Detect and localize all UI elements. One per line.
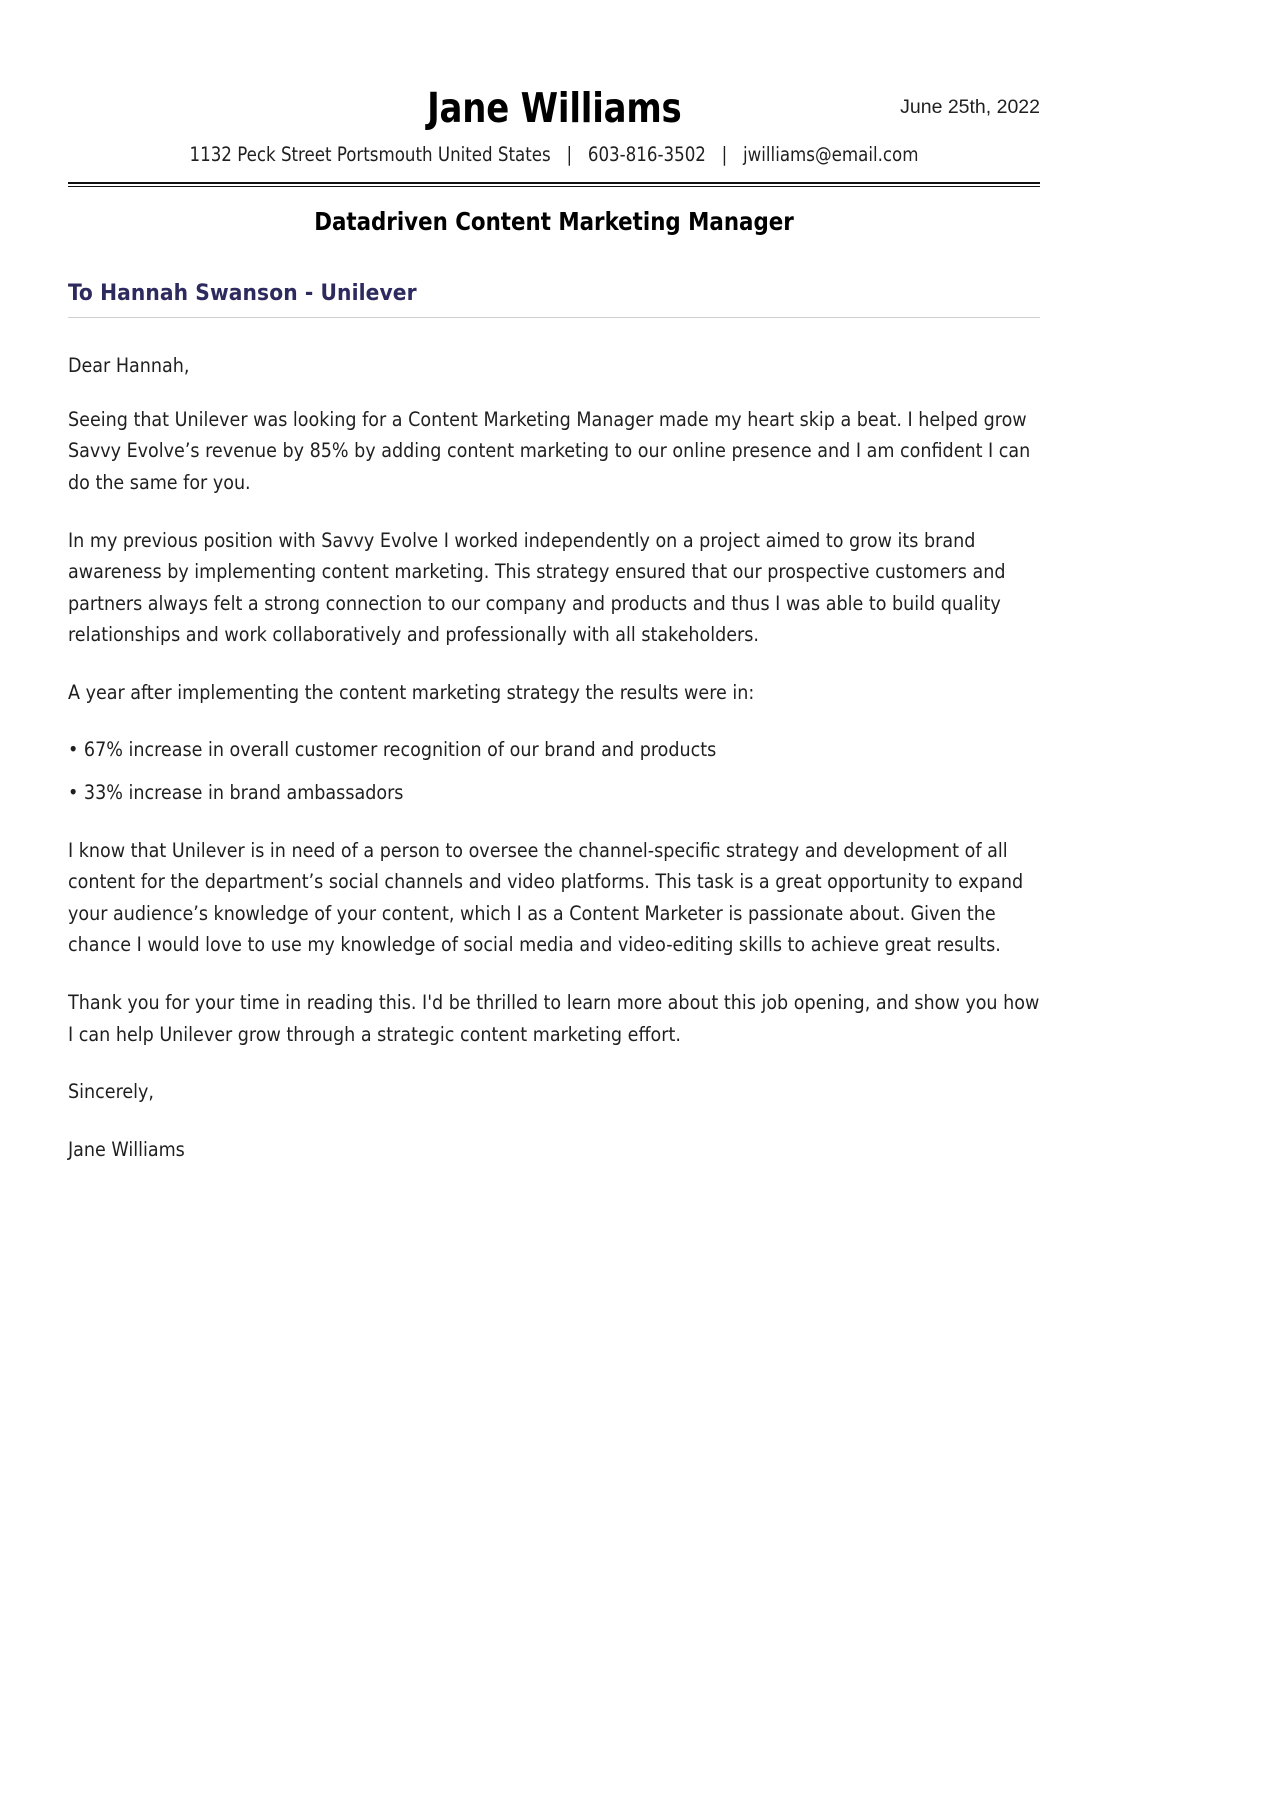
contact-separator-2: |	[721, 143, 728, 167]
header-name-row	[68, 86, 1040, 130]
sender-email: jwilliams@email.com	[743, 143, 919, 167]
sender-phone: 603-816-3502	[587, 143, 706, 167]
list-item: • 33% increase in brand ambassadors	[68, 781, 404, 805]
body-paragraph-5: Thank you for your time in reading this. I'd be thrilled to learn more about this job opening, and show you how I can help Unilever grow through a strategic content marketing effort.	[68, 990, 1040, 1046]
contact-separator-1: |	[566, 143, 573, 167]
results-bullet-list	[68, 734, 1040, 808]
header-divider-thick	[68, 182, 1040, 184]
body-paragraph-1: Seeing that Unilever was looking for a Content Marketing Manager made my heart skip a beat. I helped grow Savvy Evolve’s revenue by 85% by adding content marketing to our online presence and I am confident I can do the same for you.	[68, 407, 1031, 494]
body-paragraph-3: A year after implementing the content marketing strategy the results were in:	[68, 680, 755, 704]
list-item: • 67% increase in overall customer recognition of our brand and products	[68, 738, 717, 762]
header-divider-thin	[68, 186, 1040, 187]
letter-sheet	[68, 0, 1040, 1165]
closing-line: Sincerely,	[68, 1080, 154, 1104]
letter-body	[68, 350, 1040, 1165]
signature-name: Jane Williams	[68, 1137, 185, 1161]
letter-header	[68, 0, 1040, 187]
job-title: Datadriven Content Marketing Manager	[314, 207, 794, 237]
recipient-block	[68, 280, 1040, 318]
body-paragraph-4: I know that Unilever is in need of a person to oversee the channel-specific strategy and development of all content for the department’s social channels and video platforms. This task is a great opportunity to expand your audience’s knowledge of your content, which I as a Content Marketer is passionate about. Given the chance I would love to use my knowledge of social media and video-editing skills to achieve great results.	[68, 838, 1024, 957]
sender-name: Jane Williams	[426, 84, 682, 132]
contact-line	[92, 143, 1015, 166]
body-paragraph-2: In my previous position with Savvy Evolve I worked independently on a project aimed to grow its brand awareness by implementing content marketing. This strategy ensured that our prospective customers and partners always felt a strong connection to our company and products and thus I was able to build quality relationships and work collaboratively and professionally with all stakeholders.	[68, 528, 1006, 647]
recipient-heading: To Hannah Swanson - Unilever	[68, 280, 417, 307]
recipient-divider	[68, 317, 1040, 318]
sender-address: 1132 Peck Street Portsmouth United States	[189, 143, 551, 167]
salutation: Dear Hannah,	[68, 354, 190, 378]
letter-date: June 25th, 2022	[900, 96, 1040, 118]
